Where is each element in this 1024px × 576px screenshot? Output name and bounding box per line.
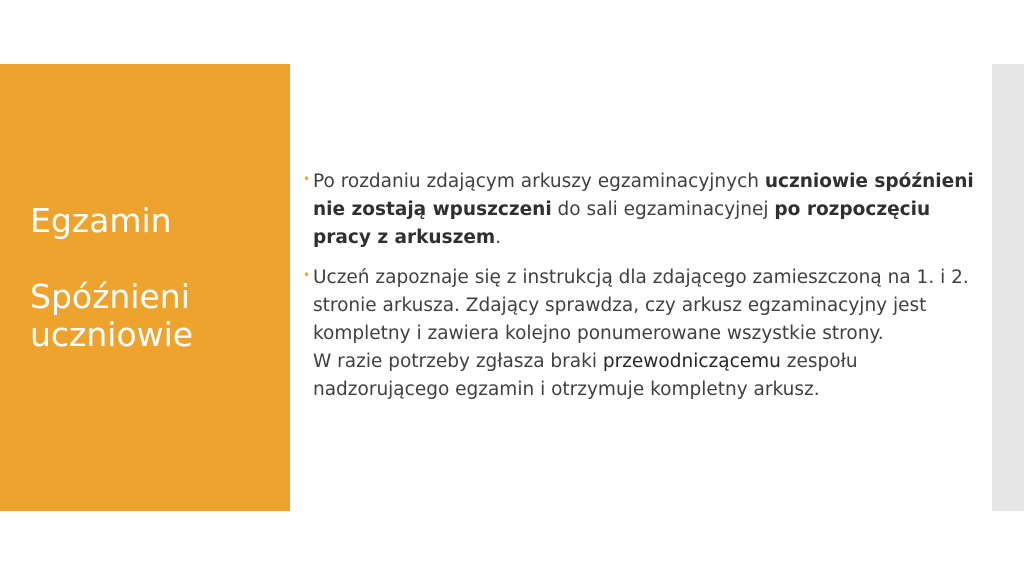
side-bar: [992, 64, 1024, 511]
title-line-3: uczniowie: [30, 315, 194, 354]
bullet-text: zespołu nadzorującego egzamin i otrzymuje kompletny arkusz.: [313, 351, 858, 400]
title-line-1: Egzamin: [30, 201, 172, 240]
bullet-icon: •: [303, 172, 311, 186]
bullet-text: Po rozdaniu zdającym arkuszy egzaminacyjnych: [313, 171, 765, 192]
bullet-text: .: [495, 227, 502, 248]
bullet-item: [303, 264, 981, 404]
content-body: [303, 168, 981, 416]
title-line-2: Spóźnieni: [30, 277, 190, 316]
bullet-icon: •: [303, 268, 311, 282]
bullet-bold-text: uczniowie spóźnieni nie zostają wpuszczeni: [313, 171, 974, 220]
bullet-highlight-text: przewodniczącemu: [602, 351, 781, 372]
bullet-bold-text: po rozpoczęciu pracy z arkuszem: [313, 199, 931, 248]
bullet-text: do sali egzaminacyjnej: [551, 199, 775, 220]
slide-title: [30, 202, 280, 354]
bullet-text: W razie potrzeby zgłasza braki: [313, 351, 603, 372]
bullet-item: [303, 168, 981, 252]
bullet-text: Uczeń zapoznaje się z instrukcją dla zdającego zamieszczoną na 1. i 2. stronie arkusza. Zdający sprawdza, czy arkusz egzaminacyjny jest kompletny i zawiera kolejno ponumerowane wszystkie strony.: [313, 267, 969, 344]
title-spacer: [30, 240, 280, 278]
